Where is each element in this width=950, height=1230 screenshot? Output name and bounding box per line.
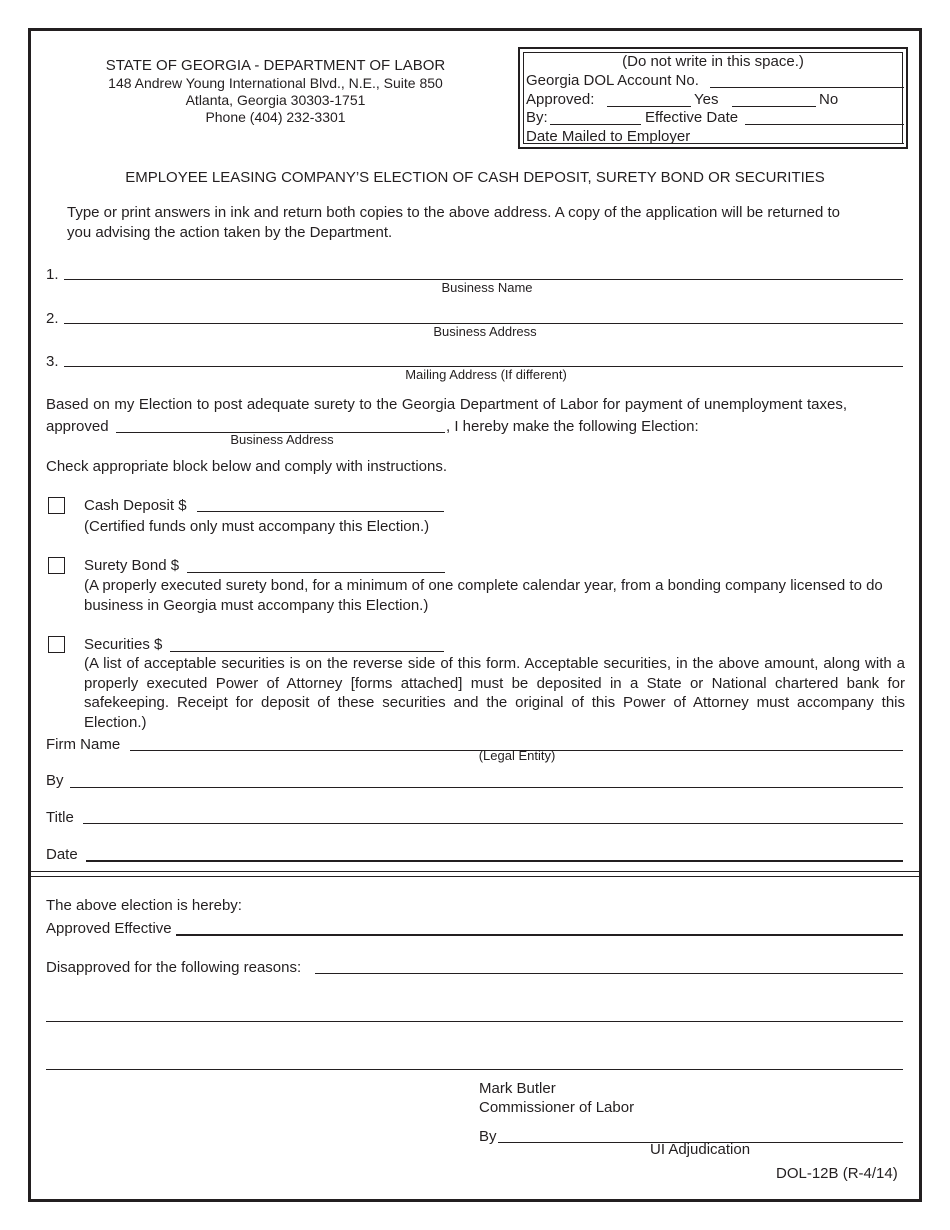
adjudication-by-label: By [479, 1128, 497, 1145]
commissioner-name: Mark Butler [479, 1080, 556, 1097]
approved-effective-line[interactable] [176, 934, 903, 936]
surety-bond-note: (A properly executed surety bond, for a minimum of one complete calendar year, from a bonding company licensed to do business in Georgia must accompany this Election.) [84, 577, 883, 614]
approved-yes-line[interactable] [607, 106, 691, 107]
field-1-number: 1. [46, 266, 59, 283]
yes-label: Yes [694, 91, 719, 108]
mailing-address-label: Mailing Address (If different) [405, 367, 567, 382]
election-business-address-label: Business Address [230, 432, 334, 447]
account-no-label: Georgia DOL Account No. [526, 72, 699, 89]
cash-deposit-label: Cash Deposit $ [84, 497, 187, 514]
election-approved-word: approved [46, 418, 109, 435]
agency-phone: Phone (404) 232-3301 [205, 109, 346, 125]
securities-checkbox[interactable] [48, 636, 65, 653]
cash-deposit-amount-line[interactable] [197, 511, 444, 512]
disapproved-reason-line-3[interactable] [46, 1069, 903, 1070]
business-name-label: Business Name [441, 280, 533, 295]
disapproved-reason-line-1[interactable] [315, 973, 903, 974]
by-label: By: [526, 109, 548, 126]
approved-effective-label: Approved Effective [46, 920, 172, 937]
form-title: EMPLOYEE LEASING COMPANY’S ELECTION OF CASH DEPOSIT, SURETY BOND OR SECURITIES [125, 169, 825, 186]
section-divider-bottom [31, 876, 919, 877]
account-no-line[interactable] [710, 87, 904, 88]
agency-address-line2: Atlanta, Georgia 30303-1751 [185, 92, 366, 108]
election-text: Based on my Election to post adequate surety to the Georgia Department of Labor for payment of unemployment taxes, [46, 396, 847, 413]
signature-date-label: Date [46, 846, 78, 863]
business-address-label: Business Address [433, 324, 537, 339]
ui-adjudication-label: UI Adjudication [650, 1141, 751, 1158]
effective-date-label: Effective Date [645, 109, 739, 126]
field-3-number: 3. [46, 353, 59, 370]
disapproved-label: Disapproved for the following reasons: [46, 959, 302, 976]
office-box-title: (Do not write in this space.) [622, 53, 804, 70]
signature-date-line[interactable] [86, 860, 903, 862]
approved-no-line[interactable] [732, 106, 816, 107]
cash-deposit-checkbox[interactable] [48, 497, 65, 514]
effective-date-line[interactable] [745, 124, 904, 125]
securities-label: Securities $ [84, 636, 163, 653]
signature-by-line[interactable] [70, 787, 903, 788]
approved-label: Approved: [526, 91, 595, 108]
no-label: No [819, 91, 839, 108]
agency-title: STATE OF GEORGIA - DEPARTMENT OF LABOR [105, 57, 446, 74]
surety-bond-label: Surety Bond $ [84, 557, 180, 574]
agency-address-line1: 148 Andrew Young International Blvd., N.E., Suite 850 [108, 75, 443, 91]
commissioner-title: Commissioner of Labor [479, 1099, 635, 1116]
legal-entity-label: (Legal Entity) [478, 748, 556, 763]
signature-title-line[interactable] [83, 823, 903, 824]
date-mailed-line[interactable] [700, 143, 904, 144]
disapproved-reason-line-2[interactable] [46, 1021, 903, 1022]
field-2-number: 2. [46, 310, 59, 327]
check-instruction: Check appropriate block below and comply with instructions. [46, 458, 448, 475]
signature-title-label: Title [46, 809, 74, 826]
election-hereby-label: The above election is hereby: [46, 897, 242, 914]
signature-by-label: By [46, 772, 64, 789]
securities-amount-line[interactable] [170, 651, 444, 652]
election-suffix: , I hereby make the following Election: [446, 418, 699, 435]
instructions: Type or print answers in ink and return both copies to the above address. A copy of the application will be returned to you advising the action taken by the Department. [67, 204, 840, 241]
form-number: DOL-12B (R-4/14) [776, 1165, 898, 1182]
by-line[interactable] [550, 124, 641, 125]
section-divider-top [31, 871, 919, 872]
surety-bond-checkbox[interactable] [48, 557, 65, 574]
surety-bond-amount-line[interactable] [187, 572, 445, 573]
cash-deposit-note: (Certified funds only must accompany this Election.) [84, 518, 430, 535]
securities-note: (A list of acceptable securities is on the reverse side of this form. Acceptable securities, in the above amount, along with a properly executed Power of Attorney [forms attached] must be deposited in a State or National chartered bank for safekeeping. Receipt for deposit of these securities and the original of this Power of Attorney must accompany this Election.) [84, 655, 905, 731]
firm-name-label: Firm Name [46, 736, 121, 753]
date-mailed-label: Date Mailed to Employer [526, 128, 691, 145]
